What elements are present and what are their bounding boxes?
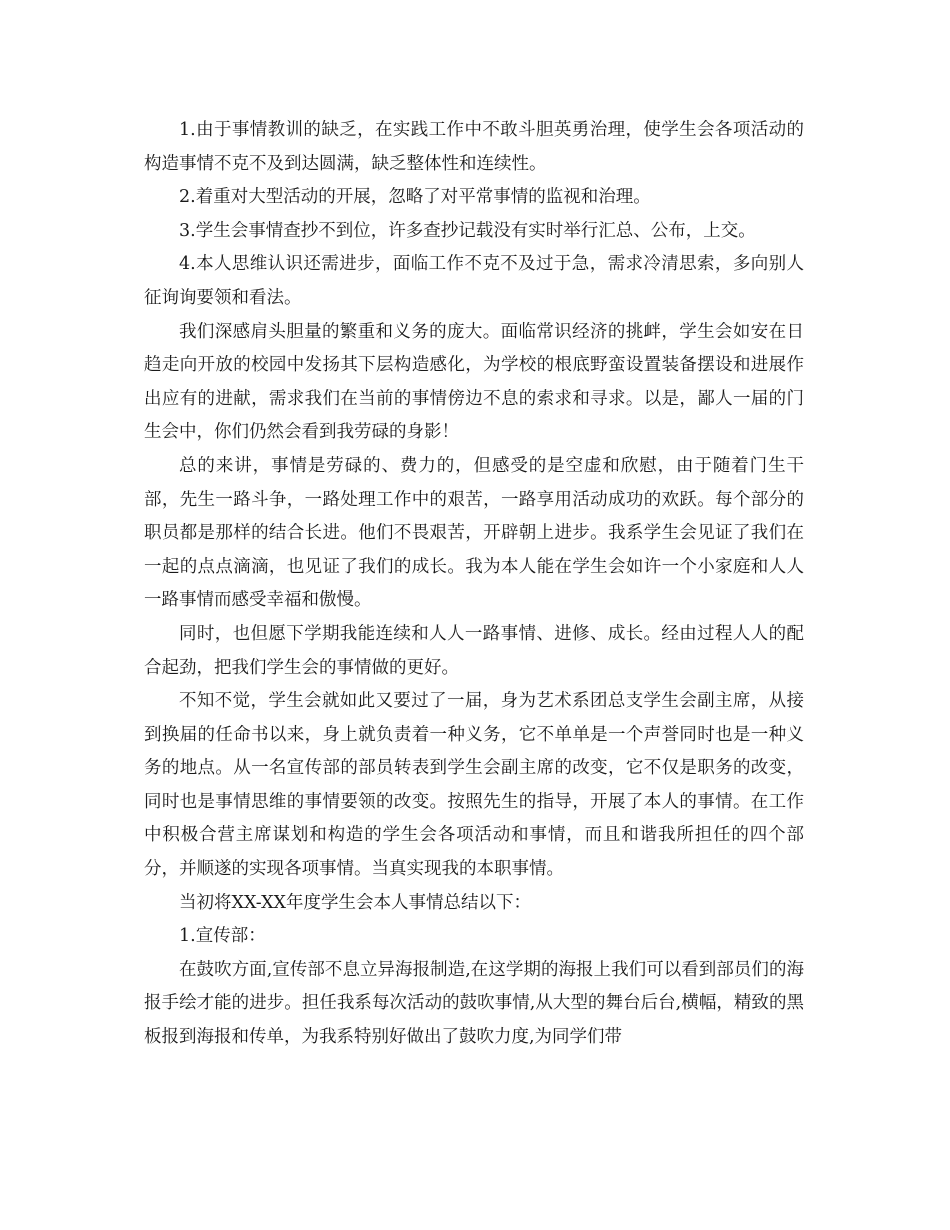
paragraph-summary: 总的来讲，事情是劳碌的、费力的，但感受的是空虚和欣慰，由于随着门生干部，先生一路斗争，一路处理工作中的艰苦，一路享用活动成功的欢跃。每个部分的职员都是那样的结合长进。他们不畏艰苦，开辟朝上进步。我系学生会见证了我们在一起的点点滴滴，也见证了我们的成长。我为本人能在学生会如许一个小家庭和人人一路事情而感受幸福和傲慢。	[144, 455, 804, 611]
paragraph-shortcoming-2: 2.着重对大型活动的开展，忽略了对平常事情的监视和治理。	[179, 187, 651, 208]
section-heading-publicity: 1.宣传部：	[179, 926, 266, 947]
paragraph-shortcoming-4: 4.本人思维认识还需进步，面临工作不克不及过于急，需求冷清思索，多向别人征询询要领和看法。	[144, 254, 804, 308]
paragraph-summary-intro: 当初将XX-XX年度学生会本人事情总结以下：	[179, 892, 531, 913]
paragraph-responsibility: 我们深感肩头胆量的繁重和义务的庞大。面临常识经济的挑衅，学生会如安在日趋走向开放的校园中发扬其下层构造感化，为学校的根底野蛮设置装备摆设和进展作出应有的进献，需求我们在当前的事情傍边不息的索求和寻求。以是，鄙人一届的门生会中，你们仍然会看到我劳碌的身影！	[144, 321, 804, 443]
paragraph-shortcoming-3: 3.学生会事情查抄不到位，许多查抄记载没有实时举行汇总、公布，上交。	[179, 220, 756, 241]
paragraph-shortcoming-1: 1.由于事情教训的缺乏，在实践工作中不敢斗胆英勇治理，使学生会各项活动的构造事情不克不及到达圆满，缺乏整体性和连续性。	[144, 120, 804, 174]
document-body	[144, 114, 804, 1055]
paragraph-vice-chair: 不知不觉，学生会就如此又要过了一届，身为艺术系团总支学生会副主席，从接到换届的任命书以来，身上就负责着一种义务，它不单单是一个声誉同时也是一种义务的地点。从一名宣传部的部员转表到学生会副主席的改变，它不仅是职务的改变，同时也是事情思维的事情要领的改变。按照先生的指导，开展了本人的事情。在工作中积极合营主席谋划和构造的学生会各项活动和事情，而且和谐我所担任的四个部分，并顺遂的实现各项事情。当真实现我的本职事情。	[144, 691, 804, 880]
paragraph-publicity: 在鼓吹方面,宣传部不息立异海报制造,在这学期的海报上我们可以看到部员们的海报手绘才能的进步。担任我系每次活动的鼓吹事情,从大型的舞台后台,横幅，精致的黑板报到海报和传单，为我系特别好做出了鼓吹力度,为同学们带	[144, 959, 804, 1048]
paragraph-hope: 同时，也但愿下学期我能连续和人人一路事情、进修、成长。经由过程人人的配合起劲，把我们学生会的事情做的更好。	[144, 623, 804, 678]
